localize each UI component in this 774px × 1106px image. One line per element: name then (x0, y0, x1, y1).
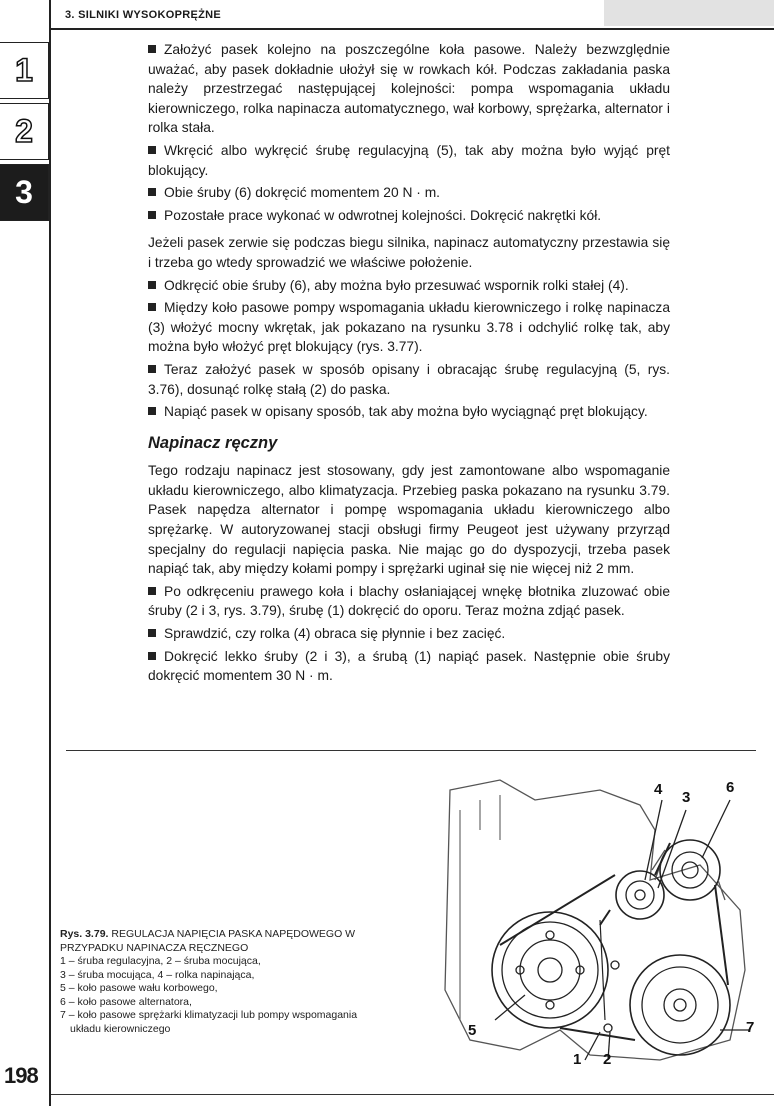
paragraph: Po odkręceniu prawego koła i blachy osłaniającej wnękę błotnika zluzować obie śruby (2 i 3, rys. 3.79), śrubę (1) dokręcić do oporu. Teraz można zdjąć pasek. (148, 583, 670, 619)
legend-item: 1 – śruba regulacyjna, 2 – śruba mocująca, (60, 955, 261, 967)
label-6: 6 (726, 779, 735, 796)
section-divider (66, 750, 756, 751)
paragraph: Teraz założyć pasek w sposób opisany i obracając śrubę regulacyjną (5, rys. 3.76), dosunąć rolkę stałą (2) do paska. (148, 361, 670, 397)
paragraph: Założyć pasek kolejno na poszczególne koła pasowe. Należy bezwzględnie uważać, aby pasek dokładnie ułożył się w rowkach kół. Podczas zakładania paska należy przestrzegać następującej kolejności: pompa wspomagania układu kierowniczego, rolka napinacza automatycznego, wał korbowy, sprężarka, alternator i rolka stała. (148, 42, 670, 136)
bullet-icon (148, 188, 156, 196)
bottom-rule (51, 1094, 774, 1095)
page-number: 198 (4, 1063, 38, 1088)
paragraph: Wkręcić albo wykręcić śrubę regulacyjną (5), tak aby można było wyjąć pręt blokujący. (148, 142, 670, 178)
paragraph: Napiąć pasek w opisany sposób, tak aby można było wyciągnąć pręt blokujący. (148, 402, 670, 422)
legend-item: 7 – koło pasowe sprężarki klimatyzacji lub pompy wspomagania układu kierowniczego (60, 1009, 358, 1035)
paragraph: Odkręcić obie śruby (6), aby można było przesuwać wspornik rolki stałej (4). (148, 276, 670, 296)
bullet-icon (148, 365, 156, 373)
bullet-icon (148, 629, 156, 637)
bullet-icon (148, 587, 156, 595)
bullet-icon (148, 281, 156, 289)
belt-diagram (440, 770, 760, 1070)
paragraph: Pozostałe prace wykonać w odwrotnej kolejności. Dokręcić nakrętki kół. (148, 206, 670, 226)
label-1: 1 (573, 1051, 582, 1068)
paragraph: Obie śruby (6) dokręcić momentem 20 N · m. (148, 183, 670, 203)
page-header (51, 0, 774, 30)
label-7: 7 (746, 1019, 755, 1036)
bullet-icon (148, 211, 156, 219)
legend-item: 6 – koło pasowe alternatora, (60, 995, 192, 1008)
paragraph: Dokręcić lekko śruby (2 i 3), a śrubą (1) napiąć pasek. Następnie obie śruby dokręcić momentem 30 N · m. (148, 648, 670, 684)
figure-legend (60, 955, 360, 1036)
chapter-tab-1: 1 (0, 42, 49, 99)
label-2: 2 (603, 1051, 612, 1068)
bullet-icon (148, 407, 156, 415)
section-title: 3. SILNIKI WYSOKOPRĘŻNE (65, 9, 222, 21)
paragraph: Sprawdzić, czy rolka (4) obraca się płynnie i bez zacięć. (148, 624, 670, 644)
header-shade (604, 0, 774, 26)
subheading: Napinacz ręczny (148, 433, 278, 452)
caption-heading: Rys. 3.79. REGULACJA NAPIĘCIA PASKA NAPĘDOWEGO W PRZYPADKU NAPINACZA RĘCZNEGO (60, 928, 356, 954)
paragraph: Między koło pasowe pompy wspomagania układu kierowniczego i rolkę napinacza (3) włożyć mocny wkrętak, jak pokazano na rysunku 3.78 i odchylić rolkę tak, aby można było włożyć pręt blokujący (rys. 3.77). (148, 300, 670, 355)
bullet-icon (148, 652, 156, 660)
chapter-tab-2: 2 (0, 103, 49, 160)
chapter-tab-3: 3 (0, 164, 49, 221)
figure-caption (60, 928, 360, 1036)
legend-item: 3 – śruba mocująca, 4 – rolka napinająca, (60, 968, 255, 981)
legend-item: 5 – koło pasowe wału korbowego, (60, 982, 218, 994)
paragraph: Tego rodzaju napinacz jest stosowany, gdy jest zamontowane albo wspomaganie układu kierowniczego, albo klimatyzacja. Przebieg paska pokazano na rysunku 3.79. Pasek napędza alternator i pompę wspomagania układu kierowniczego albo sprężarkę. W autoryzowanej stacji obsługi firmy Peugeot jest używany przyrząd specjalny do regulacji napięcia paska. Nie mając go do dyspozycji, trzeba pasek napiąć tak, aby między kołami pompy i sprężarki uginał się nie więcej niż 2 mm. (148, 463, 670, 577)
bullet-icon (148, 45, 156, 53)
label-3: 3 (682, 789, 691, 806)
label-4: 4 (654, 781, 663, 798)
main-text (148, 40, 670, 689)
chapter-tabs (0, 42, 49, 225)
left-margin-rule (49, 0, 51, 1106)
paragraph: Jeżeli pasek zerwie się podczas biegu silnika, napinacz automatyczny przestawia się i trzeba go wtedy sprowadzić we właściwe położenie. (148, 235, 670, 270)
bullet-icon (148, 303, 156, 311)
label-5: 5 (468, 1022, 477, 1039)
bullet-icon (148, 146, 156, 154)
